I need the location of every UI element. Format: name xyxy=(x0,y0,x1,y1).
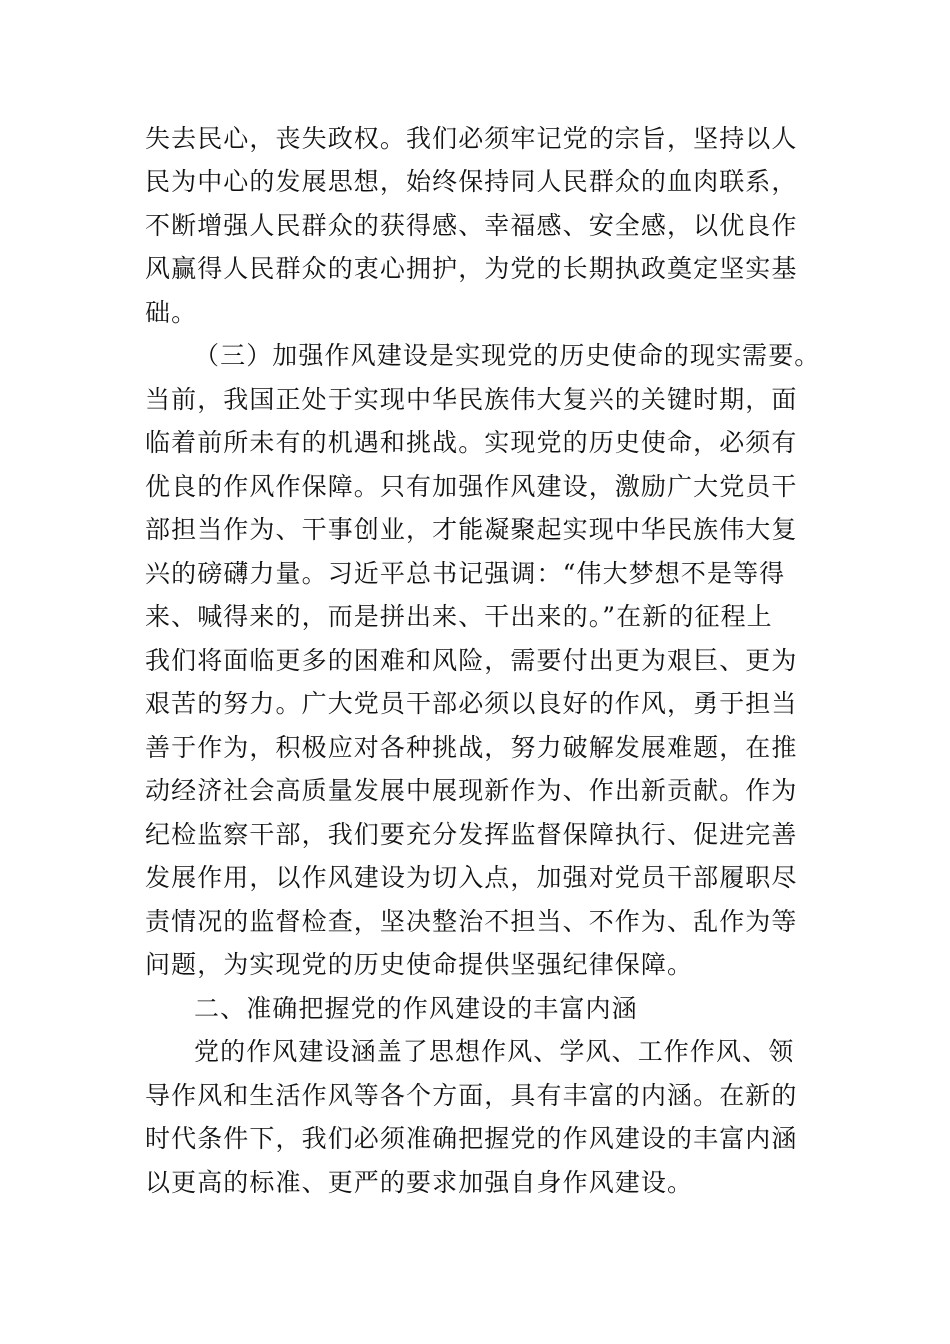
body-text-line: 部担当作为、干事创业，才能凝聚起实现中华民族伟大复 xyxy=(145,515,798,544)
body-text-line: 党的作风建设涵盖了思想作风、学风、工作作风、领 xyxy=(194,1037,795,1066)
section-heading: 二、准确把握党的作风建设的丰富内涵 xyxy=(194,994,638,1023)
body-text-line: 兴的磅礴力量。习近平总书记强调：“伟大梦想不是等得 xyxy=(145,559,786,588)
body-text-line: 艰苦的努力。广大党员干部必须以良好的作风，勇于担当 xyxy=(145,689,798,718)
body-text-line: 优良的作风作保障。只有加强作风建设，激励广大党员干 xyxy=(145,472,798,501)
body-text-line: 导作风和生活作风等各个方面，具有丰富的内涵。在新的 xyxy=(145,1081,798,1110)
body-text-line: 发展作用，以作风建设为切入点，加强对党员干部履职尽 xyxy=(145,863,798,892)
body-text-line: 时代条件下，我们必须准确把握党的作风建设的丰富内涵 xyxy=(145,1124,798,1153)
body-text-line: 础。 xyxy=(145,298,198,327)
body-text-line: 动经济社会高质量发展中展现新作为、作出新贡献。作为 xyxy=(145,776,798,805)
body-text-line: 来、喊得来的，而是拼出来、干出来的。”在新的征程上 xyxy=(145,602,773,631)
body-text-line: 风赢得人民群众的衷心拥护，为党的长期执政奠定坚实基 xyxy=(145,254,798,283)
body-text-line: 问题，为实现党的历史使命提供坚强纪律保障。 xyxy=(145,950,694,979)
body-text-line: 当前，我国正处于实现中华民族伟大复兴的关键时期，面 xyxy=(145,385,798,414)
subsection-heading: （三）加强作风建设是实现党的历史使命的现实需要。 xyxy=(194,341,821,370)
body-text-line: 纪检监察干部，我们要充分发挥监督保障执行、促进完善 xyxy=(145,820,798,849)
body-text-line: 善于作为，积极应对各种挑战，努力破解发展难题，在推 xyxy=(145,733,798,762)
body-text-line: 以更高的标准、更严的要求加强自身作风建设。 xyxy=(145,1168,694,1197)
body-text-line: 民为中心的发展思想，始终保持同人民群众的血肉联系， xyxy=(145,167,798,196)
body-text-line: 失去民心，丧失政权。我们必须牢记党的宗旨，坚持以人 xyxy=(145,124,798,153)
body-text-line: 我们将面临更多的困难和风险，需要付出更为艰巨、更为 xyxy=(145,646,798,675)
body-text-line: 不断增强人民群众的获得感、幸福感、安全感，以优良作 xyxy=(145,211,798,240)
body-text-line: 临着前所未有的机遇和挑战。实现党的历史使命，必须有 xyxy=(145,428,798,457)
body-text-line: 责情况的监督检查，坚决整治不担当、不作为、乱作为等 xyxy=(145,907,798,936)
